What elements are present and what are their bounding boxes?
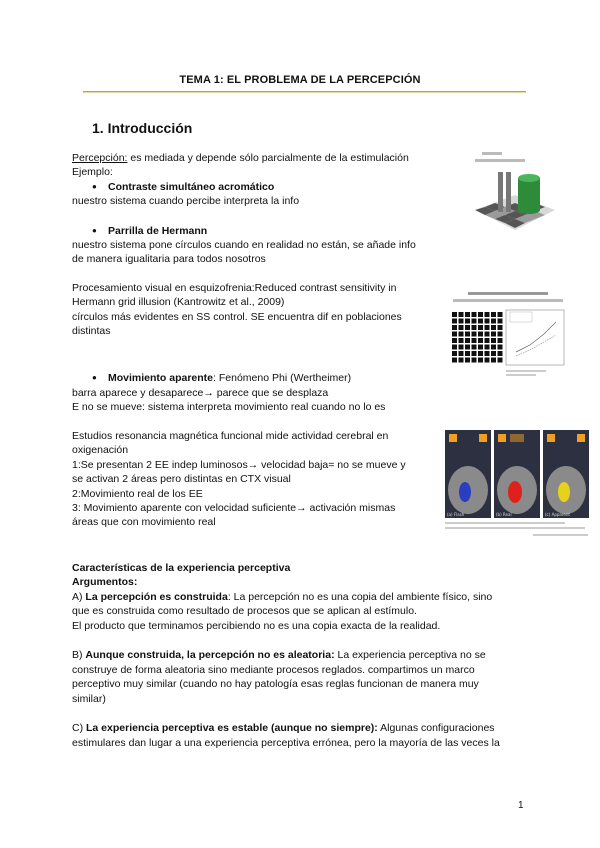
- perception-label: Percepción:: [72, 152, 128, 164]
- grid-square: [472, 351, 477, 356]
- arg-b-bold: Aunque construida, la percepción no es aleatoria:: [85, 649, 335, 661]
- page-number: 1: [518, 800, 524, 811]
- grid-square: [491, 338, 496, 343]
- grid-square: [459, 332, 464, 337]
- schizo-line-2: Hermann grid illusion (Kantrowitz et al., 2009): [72, 296, 285, 308]
- motion-line-1: barra aparece y desaparece→ parece que se desplaza: [72, 387, 329, 399]
- grid-square: [459, 319, 464, 324]
- grid-square: [498, 312, 503, 317]
- arg-c-bold: La experiencia perceptiva es estable (aunque no siempre):: [86, 722, 378, 734]
- grid-square: [472, 358, 477, 363]
- grid-square: [491, 319, 496, 324]
- grid-square: [498, 332, 503, 337]
- arg-a-line-1: [72, 590, 492, 605]
- grid-square: [478, 338, 483, 343]
- arg-a-prefix: A): [72, 591, 86, 603]
- grid-square: [472, 345, 477, 350]
- grid-square: [491, 325, 496, 330]
- figure-caption-mark: [453, 299, 563, 302]
- arg-b-rest: La experiencia perceptiva no se: [334, 649, 486, 661]
- grid-square: [498, 338, 503, 343]
- figure-caption-mark: [445, 527, 585, 529]
- grid-square: [459, 312, 464, 317]
- bullet-icon: ●: [92, 182, 97, 191]
- vertical-bar: [498, 172, 503, 212]
- grid-square: [459, 345, 464, 350]
- grid-square: [465, 325, 470, 330]
- panel-label-real: (b) Real: [496, 512, 512, 517]
- grid-square: [478, 358, 483, 363]
- grid-square: [485, 319, 490, 324]
- grid-square: [478, 351, 483, 356]
- grid-square: [452, 345, 457, 350]
- characteristics-heading: Características de la experiencia perceptiva: [72, 562, 291, 574]
- fmri-line-2: oxigenación: [72, 444, 129, 456]
- grid-square: [478, 312, 483, 317]
- title-underline: [83, 91, 526, 93]
- arg-a-line-3: El producto que terminamos percibiendo no es una copia exacta de la realidad.: [72, 620, 441, 632]
- arg-a-bold: La percepción es construida: [85, 591, 228, 603]
- schizo-line-3: círculos más evidentes en SS control. SE encuentra dif en poblaciones: [72, 311, 402, 323]
- bullet-motion-rest: : Fenómeno Phi (Wertheimer): [213, 372, 352, 384]
- arg-c-rest: Algunas configuraciones: [377, 722, 495, 734]
- figure-caption-mark: [468, 292, 548, 295]
- checker-shadow-figure: [470, 150, 555, 250]
- grid-square: [465, 319, 470, 324]
- grid-square: [491, 332, 496, 337]
- example-label: Ejemplo:: [72, 166, 113, 178]
- fmri-figure: [443, 430, 593, 542]
- bullet-motion-title: Movimiento aparente: [108, 372, 214, 384]
- grid-square: [465, 332, 470, 337]
- document-title: TEMA 1: EL PROBLEMA DE LA PERCEPCIÓN: [179, 74, 421, 86]
- grid-square: [452, 332, 457, 337]
- arg-b-line-3: perceptivo muy similar (cuando no hay patología esas reglas funcionan de manera muy: [72, 678, 479, 690]
- grid-square: [478, 332, 483, 337]
- grid-square: [498, 345, 503, 350]
- grid-square: [459, 325, 464, 330]
- grid-square: [485, 351, 490, 356]
- bullet-motion: [92, 371, 351, 386]
- figure-caption-mark: [533, 534, 588, 536]
- schizo-line-4: distintas: [72, 325, 111, 337]
- arg-b-line-2: construye de forma aleatoria sino mediante procesos reglados. compartimos un marco: [72, 664, 475, 676]
- grid-square: [485, 358, 490, 363]
- hermann-grid: [452, 312, 503, 363]
- figure-caption-mark: [506, 370, 546, 372]
- grid-square: [485, 332, 490, 337]
- schizo-line-1: Procesamiento visual en esquizofrenia:Reduced contrast sensitivity in: [72, 282, 397, 294]
- fmri-line-6: 3: Movimiento aparente con velocidad suficiente→ activación mismas: [72, 502, 396, 514]
- grid-square: [478, 345, 483, 350]
- grid-square: [498, 319, 503, 324]
- grid-square: [452, 358, 457, 363]
- grid-square: [452, 338, 457, 343]
- grid-square: [452, 351, 457, 356]
- grid-square: [465, 345, 470, 350]
- grid-square: [465, 312, 470, 317]
- grid-square: [452, 312, 457, 317]
- grid-square: [485, 325, 490, 330]
- grid-square: [459, 338, 464, 343]
- fmri-line-3: 1:Se presentan 2 EE indep luminosos→ velocidad baja= no se mueve y: [72, 459, 406, 471]
- fmri-panel-flash: [445, 430, 491, 518]
- bullet-icon: ●: [92, 373, 97, 382]
- fmri-line-5: 2:Movimiento real de los EE: [72, 488, 203, 500]
- grid-square: [452, 319, 457, 324]
- hermann-grid-figure: [448, 290, 568, 380]
- grid-square: [478, 319, 483, 324]
- arg-a-rest: : La percepción no es una copia del ambiente físico, sino: [227, 591, 493, 603]
- arg-c-line-2: estimulares dan lugar a una experiencia perceptiva errónea, pero la mayoría de las veces la: [72, 737, 500, 749]
- grid-square: [459, 351, 464, 356]
- arg-a-line-2: que es construida como resultado de procesos que se aplican al estímulo.: [72, 605, 417, 617]
- checkerboard: [475, 195, 555, 230]
- vertical-bar: [506, 172, 511, 212]
- fmri-line-7: áreas que con movimiento real: [72, 516, 216, 528]
- grid-square: [498, 351, 503, 356]
- arguments-label: Argumentos:: [72, 576, 138, 588]
- bullet-contrast-title: Contraste simultáneo acromático: [108, 181, 275, 193]
- bullet-icon: ●: [92, 226, 97, 235]
- hermann-desc-2: de manera igualitaria para todos nosotros: [72, 253, 266, 265]
- fmri-line-1: Estudios resonancia magnética funcional mide actividad cerebral en: [72, 430, 389, 442]
- arg-b-line-4: similar): [72, 693, 106, 705]
- line-graph: [506, 310, 564, 365]
- arg-c-line-1: [72, 721, 495, 736]
- motion-line-2: E no se mueve: sistema interpreta movimiento real cuando no lo es: [72, 401, 386, 413]
- grid-square: [472, 325, 477, 330]
- grid-square: [472, 319, 477, 324]
- grid-square: [485, 338, 490, 343]
- fmri-panel-apparent: [543, 430, 589, 518]
- intro-line: [72, 151, 409, 166]
- section-heading: 1. Introducción: [92, 120, 193, 136]
- grid-square: [472, 338, 477, 343]
- bullet-hermann-title: Parrilla de Hermann: [108, 225, 208, 237]
- bullet-contrast-desc: nuestro sistema cuando percibe interpreta la info: [72, 195, 300, 207]
- panel-label-flash: (a) Flash: [447, 512, 465, 517]
- figure-caption-mark: [475, 159, 525, 162]
- figure-caption-mark: [506, 374, 536, 376]
- grid-square: [491, 351, 496, 356]
- bullet-contrast: [92, 180, 274, 195]
- grid-square: [485, 345, 490, 350]
- grid-square: [485, 312, 490, 317]
- grid-square: [472, 332, 477, 337]
- grid-square: [491, 345, 496, 350]
- arg-b-line-1: [72, 648, 486, 663]
- grid-square: [491, 358, 496, 363]
- bullet-hermann: [92, 224, 207, 239]
- arg-b-prefix: B): [72, 649, 86, 661]
- figure-caption-mark: [482, 152, 502, 155]
- grid-square: [465, 338, 470, 343]
- grid-square: [472, 312, 477, 317]
- grid-square: [459, 358, 464, 363]
- grid-square: [478, 325, 483, 330]
- fmri-line-4: se activan 2 áreas pero distintas en CTX visual: [72, 473, 291, 485]
- perception-text: es mediada y depende sólo parcialmente de la estimulación: [127, 152, 409, 164]
- hermann-desc-1: nuestro sistema pone círculos cuando en realidad no están, se añade info: [72, 239, 416, 251]
- figure-caption-mark: [445, 522, 565, 524]
- grid-square: [452, 325, 457, 330]
- panel-label-apparent: (c) Apparent: [545, 512, 570, 517]
- grid-square: [491, 312, 496, 317]
- fmri-panel-real: [494, 430, 540, 518]
- arg-c-prefix: C): [72, 722, 86, 734]
- grid-square: [498, 358, 503, 363]
- green-cylinder: [518, 174, 540, 214]
- grid-square: [465, 358, 470, 363]
- grid-square: [498, 325, 503, 330]
- grid-square: [465, 351, 470, 356]
